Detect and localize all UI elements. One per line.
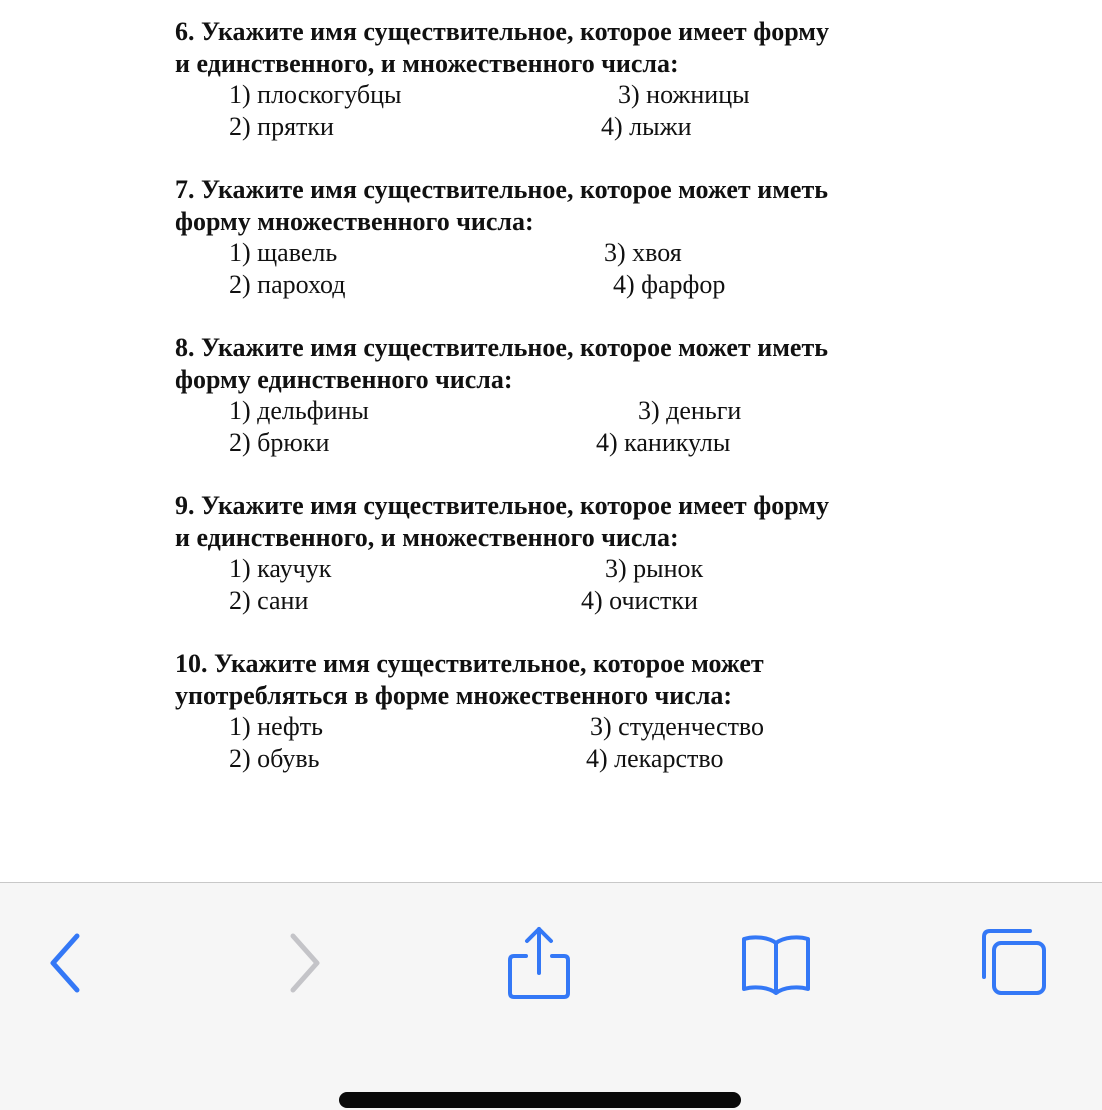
question-title: 6. Укажите имя существительное, которое имеет форму и единственного, и множественного числа: (175, 17, 829, 78)
question-8 (175, 332, 875, 395)
answer-option: 4) очистки (581, 586, 698, 615)
answer-option: 4) лекарство (586, 744, 724, 773)
back-button[interactable] (22, 913, 112, 1013)
answer-option: 4) фарфор (613, 270, 726, 299)
answer-option: 1) каучук (229, 554, 332, 583)
tabs-icon (974, 925, 1050, 1001)
answer-option: 1) нефть (229, 712, 323, 741)
forward-button[interactable] (258, 913, 348, 1013)
answer-option: 3) хвоя (604, 238, 682, 267)
bookmarks-button[interactable] (731, 913, 821, 1013)
book-icon (740, 931, 812, 995)
answer-option: 4) каникулы (596, 428, 731, 457)
question-7 (175, 174, 875, 237)
question-title: 10. Укажите имя существительное, которое может употребляться в форме множественного числа: (175, 649, 764, 710)
answer-option: 3) деньги (638, 396, 742, 425)
question-9 (175, 490, 875, 553)
question-title: 8. Укажите имя существительное, которое может иметь форму единственного числа: (175, 333, 828, 394)
answer-option: 1) плоскогубцы (229, 80, 402, 109)
browser-toolbar (0, 882, 1102, 1110)
answer-option: 3) рынок (605, 554, 704, 583)
answer-option: 1) дельфины (229, 396, 369, 425)
share-button[interactable] (494, 913, 584, 1013)
answer-option: 2) пароход (229, 270, 346, 299)
tabs-button[interactable] (967, 913, 1057, 1013)
answer-option: 2) прятки (229, 112, 334, 141)
answer-option: 1) щавель (229, 238, 338, 267)
answer-option: 2) брюки (229, 428, 330, 457)
answer-option: 4) лыжи (601, 112, 692, 141)
question-title: 9. Укажите имя существительное, которое имеет форму и единственного, и множественного числа: (175, 491, 829, 552)
answer-option: 3) студенчество (590, 712, 765, 741)
answer-option: 2) обувь (229, 744, 320, 773)
chevron-left-icon (45, 928, 89, 998)
answer-option: 2) сани (229, 586, 309, 615)
question-title: 7. Укажите имя существительное, которое может иметь форму множественного числа: (175, 175, 828, 236)
home-indicator[interactable] (339, 1092, 741, 1108)
answer-option: 3) ножницы (618, 80, 750, 109)
share-icon (504, 923, 574, 1003)
question-10 (175, 648, 875, 711)
chevron-right-icon (281, 928, 325, 998)
question-6 (175, 16, 875, 79)
